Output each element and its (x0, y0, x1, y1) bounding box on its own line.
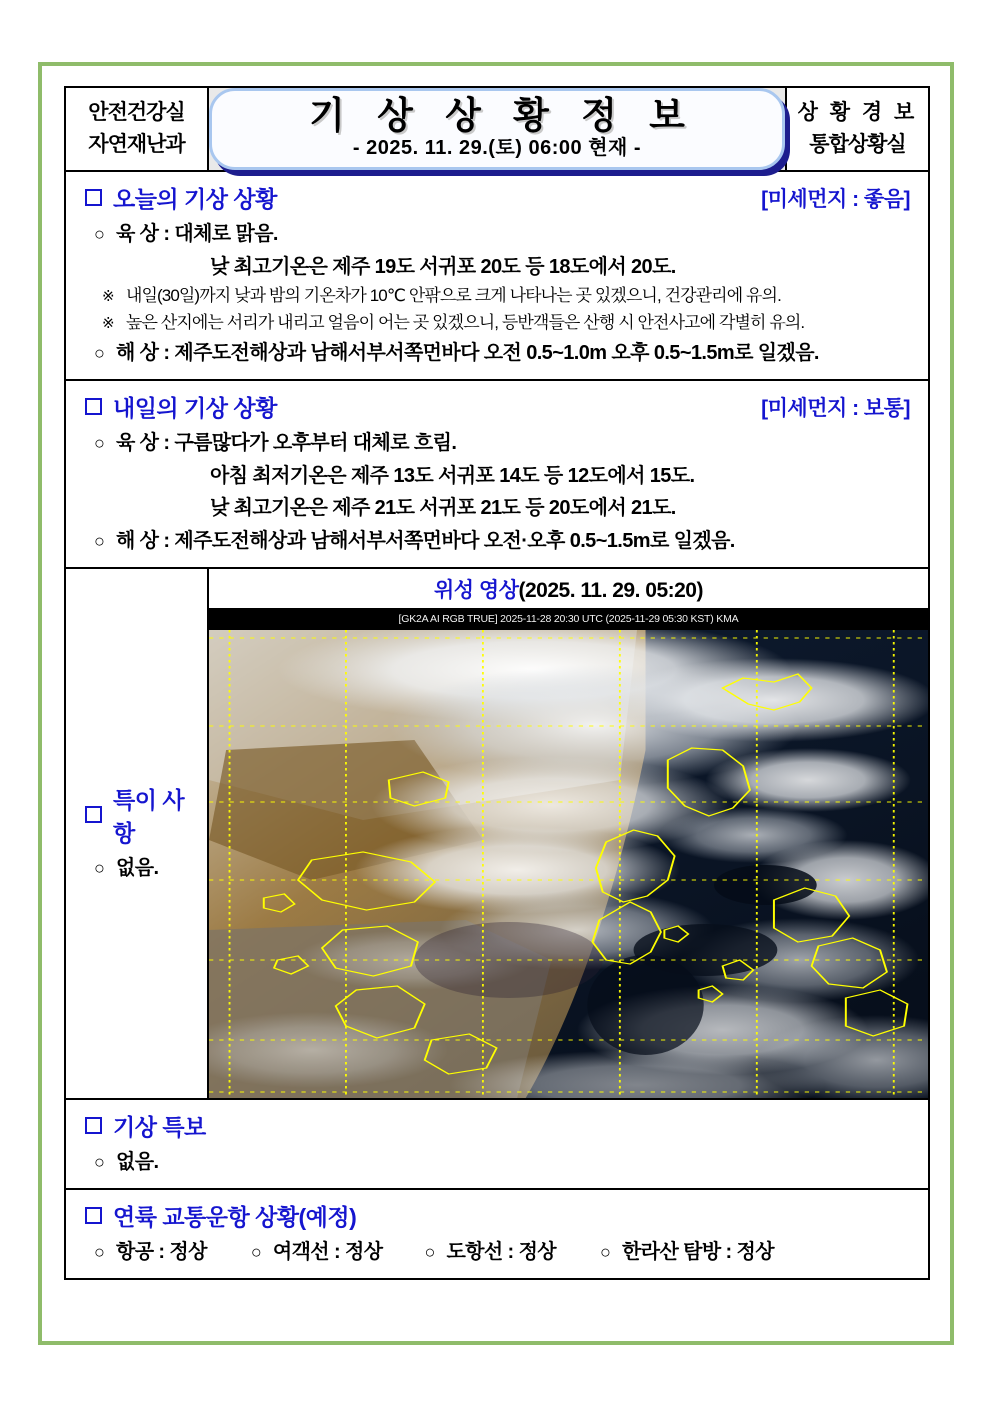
title-plate (209, 88, 785, 170)
today-heading-label: 오늘의 기상 상황 (113, 186, 277, 213)
header-left-cell (65, 87, 208, 171)
today-note-1-text: 내일(30일)까지 낮과 밤의 기온차가 10℃ 안팎으로 크게 나타나는 곳 있겠으니, 건강관리에 유의. (126, 286, 781, 306)
traffic-item-hallasan (600, 1236, 774, 1268)
tomorrow-heading-label: 내일의 기상 상황 (113, 395, 277, 422)
report-document (64, 86, 930, 1280)
today-heading (78, 181, 277, 214)
checkbox-icon (85, 398, 102, 415)
tomorrow-temp-min-line (78, 460, 916, 492)
tomorrow-row (65, 380, 929, 568)
traffic-items (78, 1236, 916, 1268)
asterisk-icon: ※ (102, 288, 114, 306)
traffic-item-local-boat-label: 도항선 : 정상 (446, 1241, 557, 1264)
alert-line (78, 1146, 916, 1178)
today-block (66, 172, 928, 379)
special-text: 없음. (116, 856, 159, 879)
today-sea-line (78, 337, 916, 369)
header-title-cell (208, 87, 786, 171)
traffic-item-hallasan-label: 한라산 탐방 : 정상 (622, 1241, 774, 1264)
traffic-item-air (94, 1236, 207, 1268)
tomorrow-land-line (78, 427, 916, 459)
traffic-heading-label: 연륙 교통운항 상황(예정) (113, 1204, 357, 1231)
satellite-cell (208, 568, 929, 1099)
circle-bullet-icon: ○ (94, 1242, 105, 1263)
traffic-item-ferry-label: 여객선 : 정상 (272, 1241, 383, 1264)
traffic-item-ferry (251, 1236, 383, 1268)
today-land-line (78, 218, 916, 250)
circle-bullet-icon: ○ (94, 530, 105, 551)
circle-bullet-icon: ○ (94, 1151, 105, 1172)
circle-bullet-icon: ○ (94, 224, 105, 245)
alert-block (66, 1100, 928, 1188)
tomorrow-temp-min-text: 아침 최저기온은 제주 13도 서귀포 14도 등 12도에서 15도. (210, 464, 695, 487)
tomorrow-temp-max-text: 낮 최고기온은 제주 21도 서귀포 21도 등 20도에서 21도. (210, 497, 676, 520)
today-land-temp-text: 낮 최고기온은 제주 19도 서귀포 20도 등 18도에서 20도. (210, 255, 676, 278)
circle-bullet-icon: ○ (94, 342, 105, 363)
checkbox-icon (85, 1207, 102, 1224)
circle-bullet-icon: ○ (600, 1242, 611, 1263)
satellite-caption: [GK2A AI RGB TRUE] 2025-11-28 20:30 UTC (2025-11-29 05:30 KST) KMA (209, 608, 928, 630)
satellite-image-graphic (209, 630, 928, 1098)
checkbox-icon (85, 1117, 102, 1134)
tomorrow-land-text: 육 상 : 구름많다가 오후부터 대체로 흐림. (116, 432, 457, 455)
traffic-item-air-label: 항공 : 정상 (116, 1241, 207, 1264)
tomorrow-section-header (78, 390, 916, 423)
asterisk-icon: ※ (102, 315, 114, 333)
traffic-block (66, 1190, 928, 1278)
today-row (65, 171, 929, 380)
circle-bullet-icon: ○ (250, 1242, 262, 1263)
special-heading-label: 특이 사항 (113, 786, 185, 846)
today-note-2 (78, 310, 916, 337)
special-satellite-row (65, 568, 929, 1099)
tomorrow-sea-line (78, 525, 916, 557)
traffic-section-header (78, 1199, 916, 1232)
special-section-header (78, 782, 195, 848)
alert-text: 없음. (116, 1150, 159, 1173)
today-note-1 (78, 283, 916, 310)
satellite-title (209, 569, 928, 608)
alert-section-header (78, 1109, 916, 1142)
alert-cell (65, 1099, 929, 1189)
tomorrow-sea-text: 해 상 : 제주도전해상과 남해서부서쪽먼바다 오전·오후 0.5~1.5m로 일겠음. (116, 529, 735, 552)
header-right-cell (786, 87, 929, 171)
special-block (66, 773, 207, 894)
report-table (64, 86, 930, 1280)
today-cell (65, 171, 929, 380)
alert-heading-label: 기상 특보 (113, 1113, 206, 1140)
today-land-text: 육 상 : 대체로 맑음. (116, 223, 278, 246)
page-subtitle: - 2025. 11. 29.(토) 06:00 현재 - (352, 137, 642, 160)
satellite-title-label: 위성 영상 (434, 578, 519, 602)
traffic-cell (65, 1189, 929, 1279)
satellite-title-date: (2025. 11. 29. 05:20) (518, 578, 703, 602)
header-row (65, 87, 929, 171)
traffic-row (65, 1189, 929, 1279)
alert-row (65, 1099, 929, 1189)
special-cell (65, 568, 208, 1099)
tomorrow-cell (65, 380, 929, 568)
satellite-image-panel (209, 608, 928, 1098)
tomorrow-heading (78, 390, 277, 423)
satellite-image (209, 630, 928, 1098)
today-dust-badge: [미세먼지 : 좋음] (761, 187, 910, 211)
alert-heading (78, 1109, 206, 1142)
tomorrow-block (66, 381, 928, 567)
dept-line-1: 안전건강실 (88, 100, 185, 124)
checkbox-icon (85, 189, 102, 206)
page-title: 기 상 상 황 정 보 (309, 95, 696, 136)
office-line-2: 통합상황실 (809, 133, 906, 157)
dept-line-2: 자연재난과 (88, 133, 185, 157)
special-line (78, 852, 195, 884)
tomorrow-dust-badge: [미세먼지 : 보통] (761, 396, 910, 420)
circle-bullet-icon: ○ (424, 1242, 435, 1263)
today-land-temp-line (78, 251, 916, 283)
today-section-header (78, 181, 916, 214)
special-heading (78, 782, 195, 848)
circle-bullet-icon: ○ (94, 433, 105, 454)
today-sea-text: 해 상 : 제주도전해상과 남해서부서쪽먼바다 오전 0.5~1.0m 오후 0.5~1.5m로 일겠음. (116, 341, 819, 364)
tomorrow-temp-max-line (78, 492, 916, 524)
traffic-heading (78, 1199, 356, 1232)
traffic-item-local-boat (424, 1236, 556, 1268)
office-line-1: 상 황 경 보 (797, 100, 918, 124)
today-note-2-text: 높은 산지에는 서리가 내리고 얼음이 어는 곳 있겠으니, 등반객들은 산행 시 안전사고에 각별히 유의. (126, 313, 805, 333)
circle-bullet-icon: ○ (94, 857, 105, 878)
checkbox-icon (85, 806, 102, 823)
